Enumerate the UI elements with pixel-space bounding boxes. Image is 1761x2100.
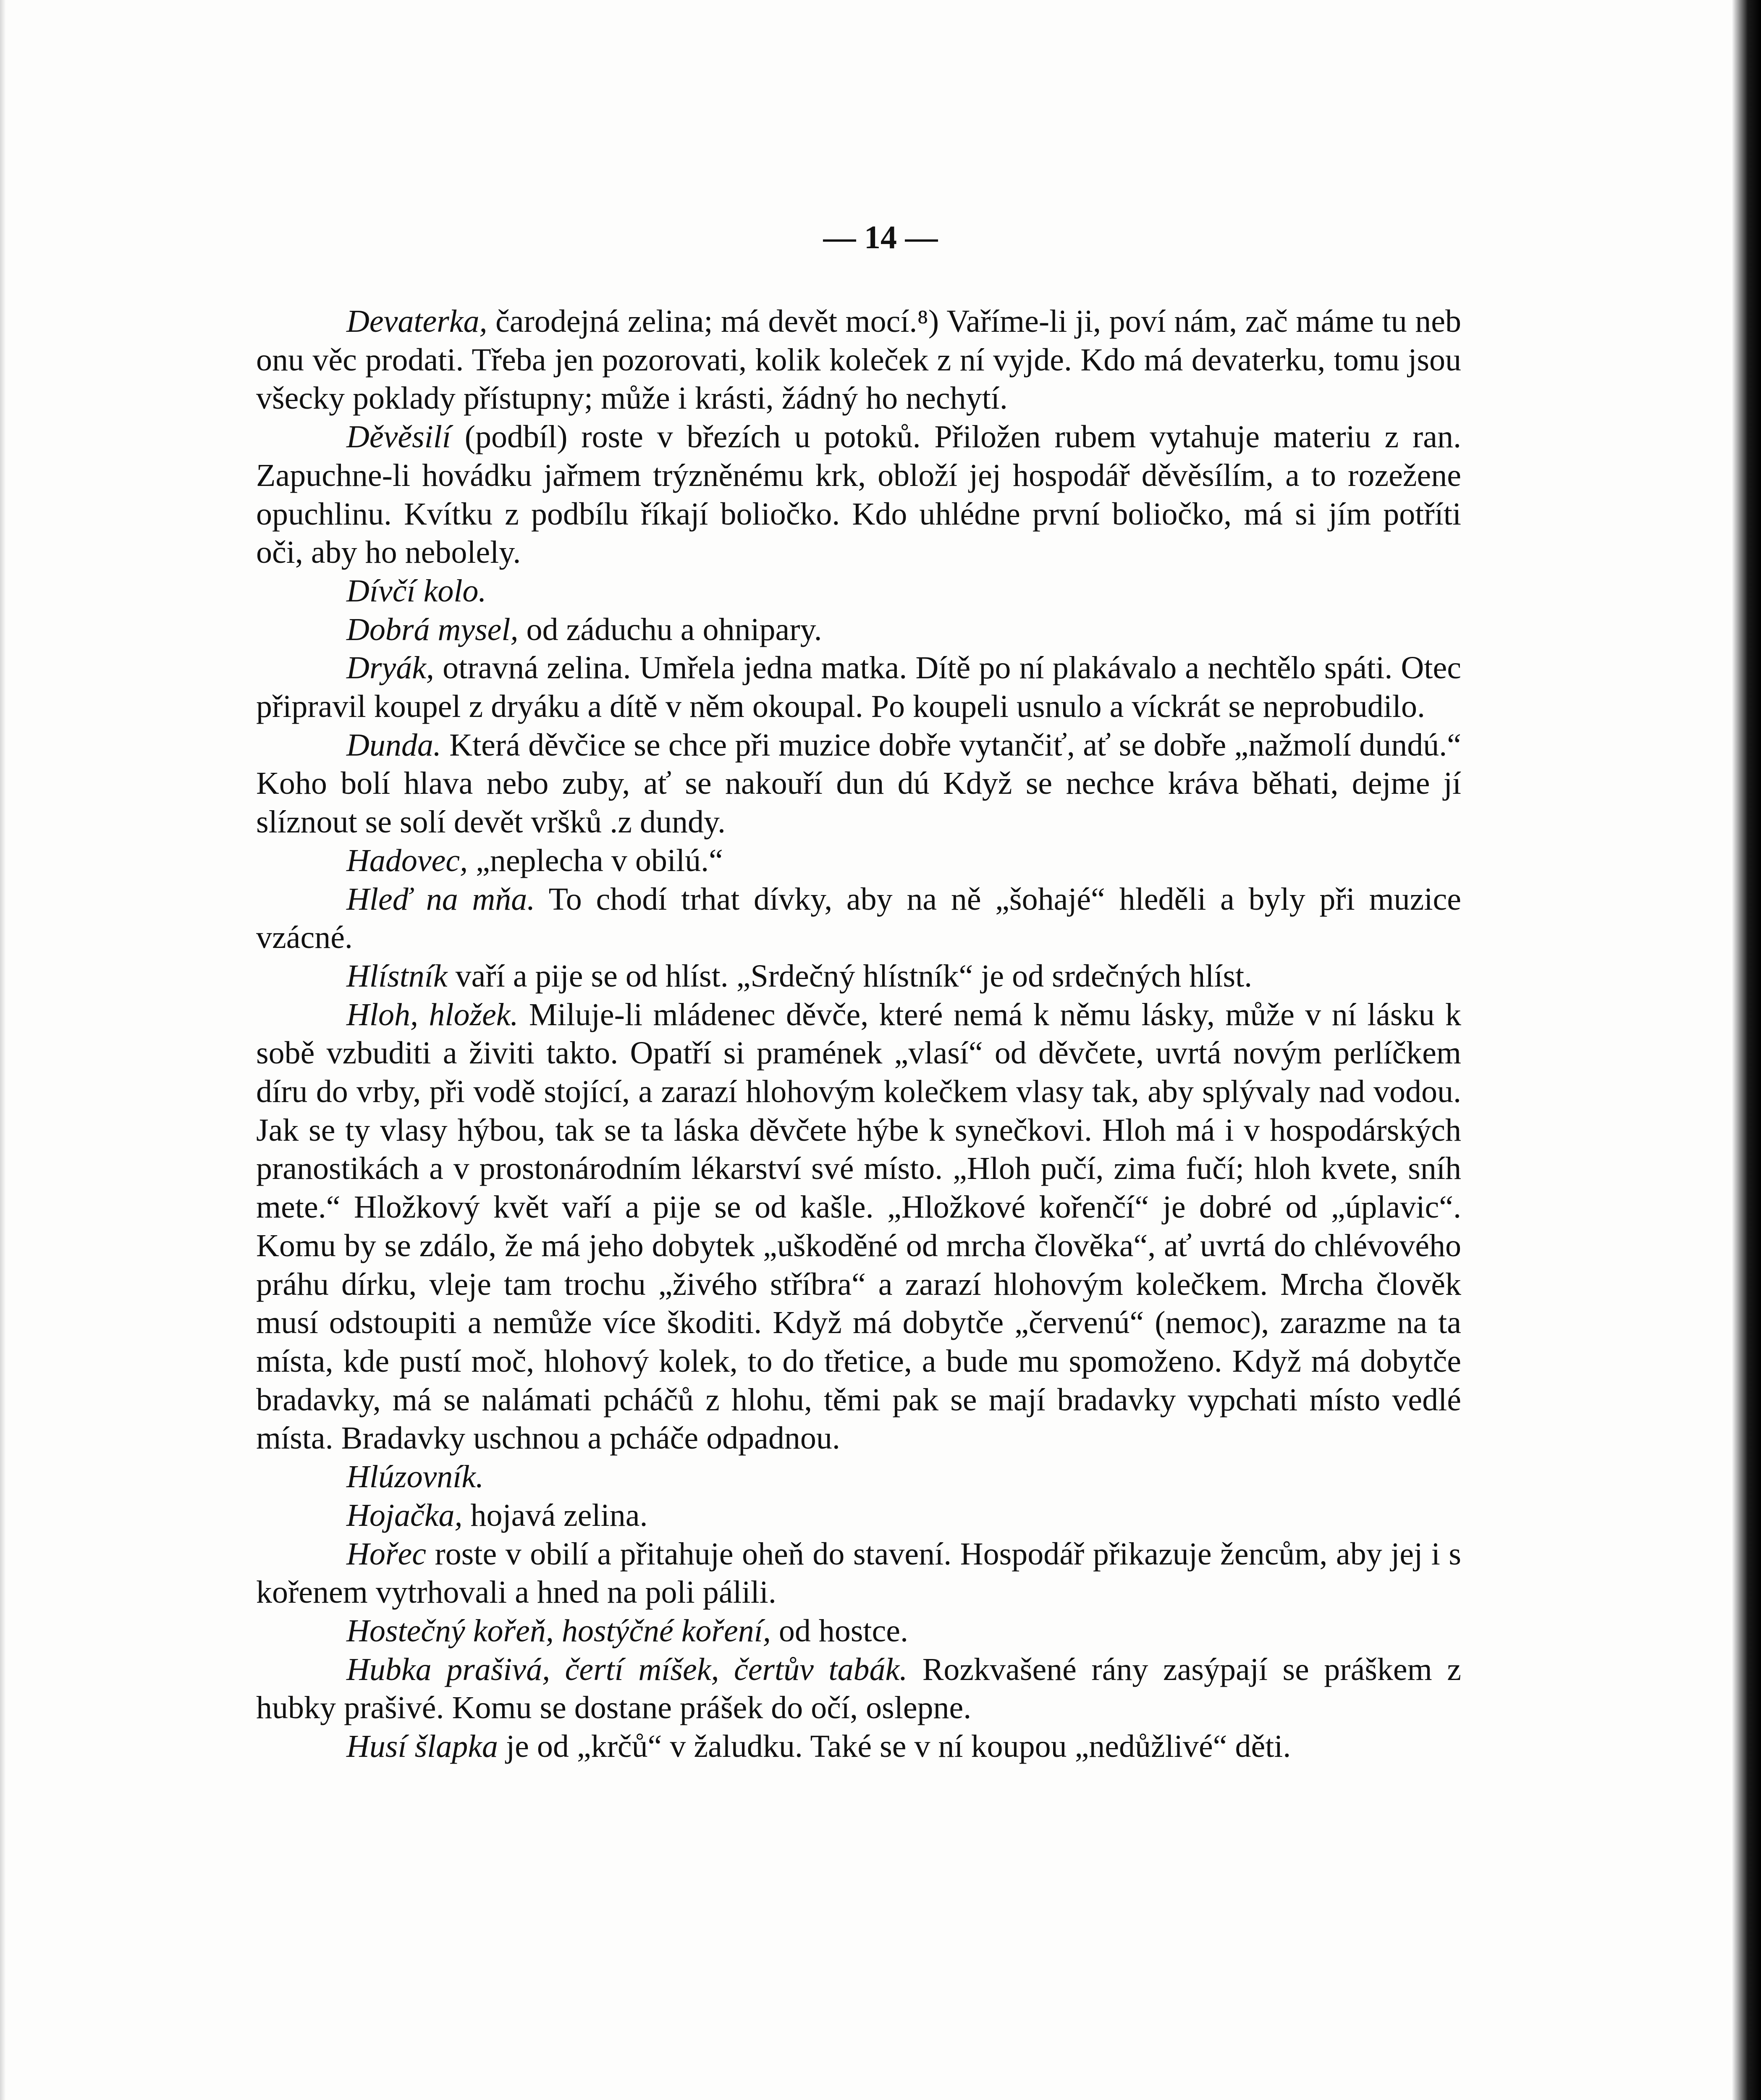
entry-hadovec (256, 842, 1461, 880)
entry-term: Hlístník (346, 958, 448, 994)
entry-text: čarodejná zelina; má devět mocí.⁸) Vaříme-li ji, poví nám, zač máme tu neb onu věc prodati. Třeba jen pozorovati, kolik koleček z ní vyjde. Kdo má devaterku, tomu jsou všecky poklady přístupny; může i krásti, žádný ho nechytí. (256, 304, 1461, 416)
entry-dunda (256, 726, 1461, 842)
entry-text: od záduchu a ohnipary. (518, 612, 822, 647)
entry-dobra-mysel (256, 611, 1461, 649)
entry-hloh (256, 996, 1461, 1458)
entry-hojacka (256, 1496, 1461, 1535)
entry-text: roste v obilí a přitahuje oheň do stavení. Hospodář přikazuje žencům, aby jej i s kořenem vytrhovali a hned na poli pálili. (256, 1536, 1461, 1610)
entry-text: Rozkvašené rány zasýpají se práškem z hubky prašivé. Komu se dostane prášek do očí, oslepne. (256, 1651, 1461, 1726)
entry-term: Děvěsilí (346, 419, 451, 455)
entry-text: (podbíl) roste v březích u potoků. Přiložen rubem vytahuje materiu z ran. Zapuchne-li hovádku jařmem trýzněnému krk, obloží jej hospodář děvěsílím, a to rozežene opuchlinu. Kvítku z podbílu říkají boliočko. Kdo uhlédne první boliočko, má si jím potříti oči, aby ho nebolely. (256, 419, 1461, 570)
page-number: — 14 — (823, 219, 938, 255)
dictionary-entries (256, 302, 1461, 1766)
entry-text: je od „krčů“ v žaludku. Také se v ní koupou „nedůžlivé“ děti. (498, 1729, 1291, 1764)
entry-devesili (256, 418, 1461, 572)
entry-text: od hostce. (770, 1613, 909, 1648)
page-right-shadow (1732, 0, 1761, 2100)
entry-term: Hadovec, (346, 843, 468, 878)
entry-divci-kolo (256, 572, 1461, 611)
entry-text: vaří a pije se od hlíst. „Srdečný hlístník“ je od srdečných hlíst. (447, 958, 1253, 994)
entry-hluzovnik (256, 1458, 1461, 1496)
entry-text: Miluje-li mládenec děvče, které nemá k němu lásky, může v ní lásku k sobě vzbuditi a živiti takto. Opatří si pramének „vlasí“ od děvčete, uvrtá novým perlíčkem díru do vrby, při vodě stojící, a zarazí hlohovým kolečkem vlasy tak, aby splývaly nad vodou. Jak se ty vlasy hýbou, tak se ta láska děvčete hýbe k synečkovi. Hloh má i v hospodárských pranostikách a v prostonárodním lékarství své místo. „Hloh pučí, zima fučí; hloh kvete, sníh mete.“ Hložkový květ vaří a pije se od kašle. „Hložkové kořenčí“ je dobré od „úplavic“. Komu by se zdálo, že má jeho dobytek „uškoděné od mrcha člověka“, ať uvrtá do chlévového práhu dírku, vleje tam trochu „živého stříbra“ a zarazí hlohovým kolečkem. Mrcha člověk musí odstoupiti a nemůže více škoditi. Když má dobytče „červenú“ (nemoc), zarazme na ta místa, kde pustí moč, hlohový kolek, to do třetice, a bude mu spomoženo. Když má dobytče bradavky, má se nalámati pcháčů z hlohu, těmi pak se mají bradavky vypchati místo vedlé místa. Bradavky uschnou a pcháče odpadnou. (256, 997, 1461, 1456)
entry-term: Hleď na mňa. (346, 881, 535, 917)
entry-term: Dunda. (346, 727, 441, 763)
entry-dryak (256, 649, 1461, 726)
entry-term: Dobrá mysel, (346, 612, 519, 647)
entry-text: Která děvčice se chce při muzice dobře vytančiť, ať se dobře „nažmolí dundú.“ Koho bolí hlava nebo zuby, ať se nakouří dun dú Když se nechce kráva běhati, dejme jí slíznout se solí devět vršků .z dundy. (256, 727, 1461, 840)
entry-horec (256, 1535, 1461, 1612)
entry-text: „neplecha v obilú.“ (468, 843, 723, 878)
entry-term: Hloh, hložek. (346, 997, 519, 1032)
entry-term: Hořec (346, 1536, 426, 1572)
entry-term: Devaterka, (346, 304, 487, 339)
entry-hled-na-mna (256, 880, 1461, 957)
entry-hlistnik (256, 957, 1461, 996)
entry-text: otravná zelina. Umřela jedna matka. Dítě po ní plakávalo a nechtělo spáti. Otec připravil koupel z dryáku a dítě v něm okoupal. Po koupeli usnulo a víckrát se neprobudilo. (256, 650, 1461, 724)
entry-text: hojavá zelina. (462, 1497, 648, 1533)
entry-term: Hojačka, (346, 1497, 463, 1533)
entry-term: Hubka prašivá, čertí míšek, čertův tabák. (346, 1651, 908, 1687)
page-left-edge (0, 0, 6, 2100)
entry-devaterka (256, 302, 1461, 418)
entry-hubka-prasiva (256, 1651, 1461, 1727)
entry-term: Hlúzovník. (346, 1459, 484, 1495)
entry-term: Dívčí kolo. (346, 573, 487, 609)
entry-husi-slapka (256, 1727, 1461, 1766)
entry-term: Hostečný kořeň, hostýčné koření, (346, 1613, 771, 1648)
entry-term: Husí šlapka (346, 1729, 498, 1764)
entry-term: Dryák, (346, 650, 434, 686)
entry-hostecny-koren (256, 1612, 1461, 1651)
entry-text: To chodí trhat dívky, aby na ně „šohajé“ hleděli a byly při muzice vzácné. (256, 881, 1461, 956)
